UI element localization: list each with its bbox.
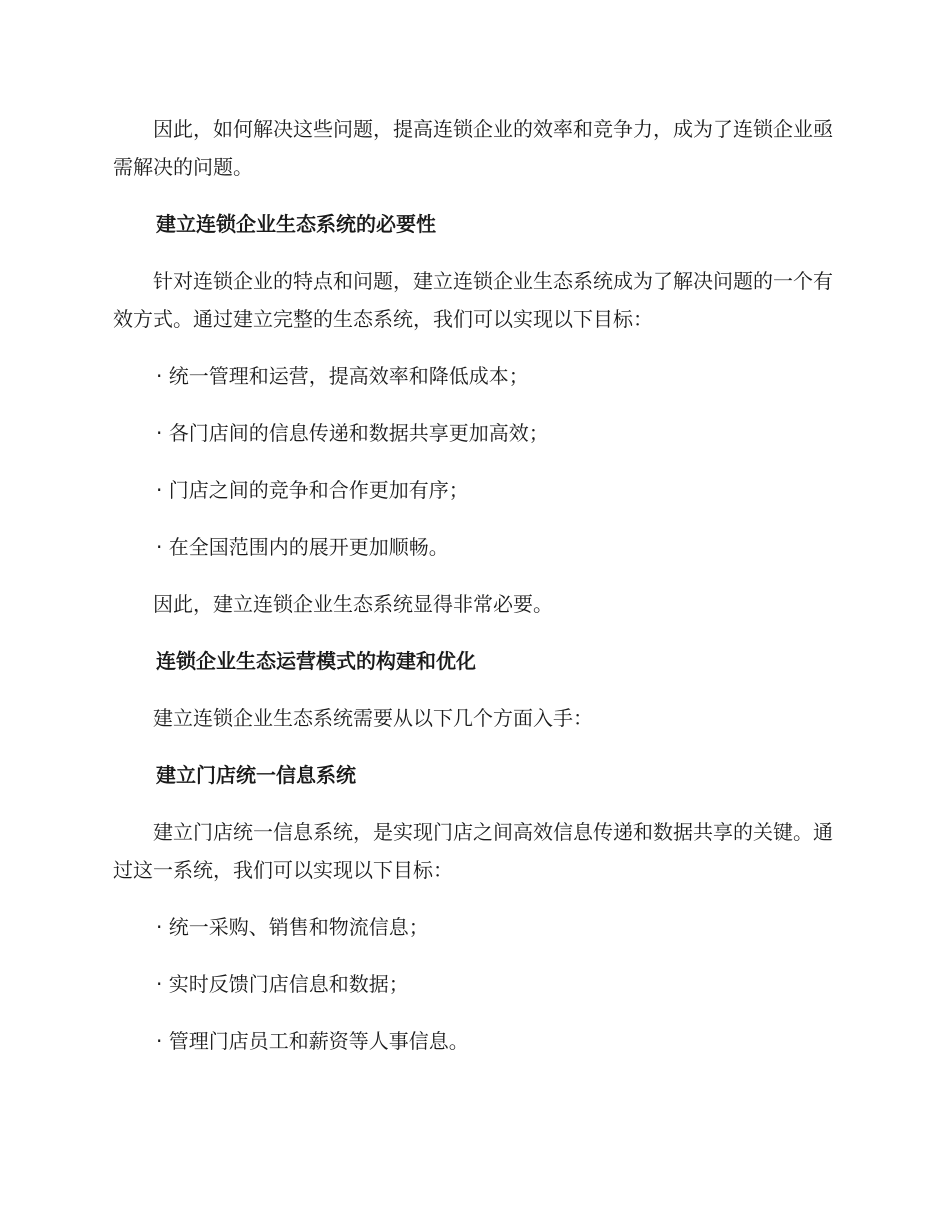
list-item: · 在全国范围内的展开更加顺畅。 bbox=[156, 535, 449, 559]
paragraph-ecosystem-goals: 针对连锁企业的特点和问题，建立连锁企业生态系统成为了解决问题的一个有效方式。通过建立完整的生态系统，我们可以实现以下目标： bbox=[113, 269, 833, 331]
list-item: · 管理门店员工和薪资等人事信息。 bbox=[156, 1029, 469, 1053]
list-item: · 各门店间的信息传递和数据共享更加高效； bbox=[156, 421, 549, 445]
paragraph-aspects-intro: 建立连锁企业生态系统需要从以下几个方面入手： bbox=[153, 706, 593, 730]
paragraph-conclusion-1: 因此，如何解决这些问题，提高连锁企业的效率和竞争力，成为了连锁企业亟需解决的问题。 bbox=[113, 117, 833, 179]
list-item: · 统一采购、销售和物流信息； bbox=[156, 915, 429, 939]
paragraph-info-system: 建立门店统一信息系统，是实现门店之间高效信息传递和数据共享的关键。通过这一系统，我们可以实现以下目标： bbox=[113, 820, 833, 882]
document-page bbox=[113, 110, 833, 1079]
list-item: · 实时反馈门店信息和数据； bbox=[156, 972, 409, 996]
paragraph-conclusion-2: 因此，建立连锁企业生态系统显得非常必要。 bbox=[153, 592, 553, 616]
list-item: · 门店之间的竞争和合作更加有序； bbox=[156, 478, 469, 502]
heading-necessity: 建立连锁企业生态系统的必要性 bbox=[156, 212, 436, 236]
list-item: · 统一管理和运营，提高效率和降低成本； bbox=[156, 364, 529, 388]
heading-info-system: 建立门店统一信息系统 bbox=[156, 763, 356, 787]
heading-model-construction: 连锁企业生态运营模式的构建和优化 bbox=[156, 649, 476, 673]
